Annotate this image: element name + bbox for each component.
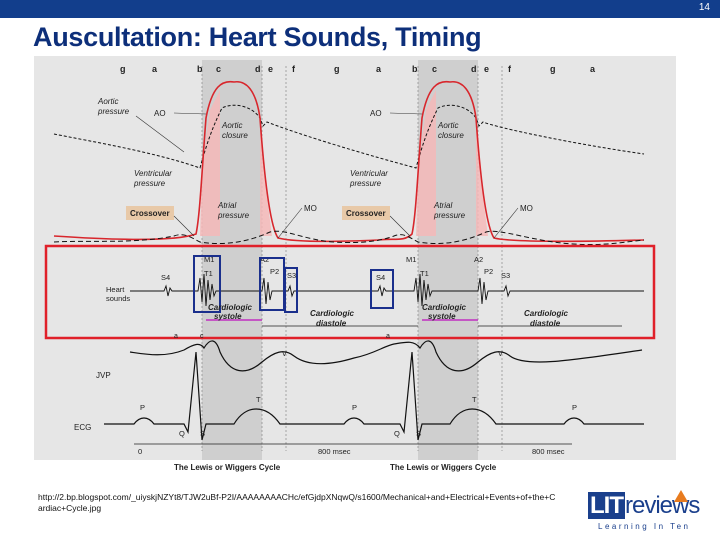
a-wave-label: a: [174, 333, 178, 340]
litreviews-logo: [588, 492, 700, 536]
cardiologic-diastole-label-line-2: diastole: [316, 319, 347, 328]
phase-letter: f: [292, 64, 295, 74]
phase-letter: c: [216, 64, 222, 74]
cardiologic-systole-label-2-line-2: systole: [428, 312, 456, 321]
phase-letter: b: [412, 64, 418, 74]
phase-letter: e: [268, 64, 274, 74]
logo-lit: LIT: [590, 492, 623, 519]
cardiologic-diastole-label-line-1: Cardiologic: [310, 309, 355, 318]
v-wave-label-2: V: [498, 351, 503, 358]
phase-letter: d: [255, 64, 261, 74]
t1-label: T1: [204, 269, 213, 278]
source-caption: http://2.bp.blogspot.com/_uiyskjNZYt8/TJW2uBf-P2I/AAAAAAAACHc/efGjdpXNqwQ/s1600/Mechanical+and+Electrical+Events+of+the+Cardiac+Cycle.jpg: [38, 492, 556, 513]
top-bar: [0, 0, 720, 18]
s-wave-label: S: [200, 429, 206, 438]
p2-label-2: P2: [484, 267, 494, 276]
q-wave-label: Q: [179, 429, 185, 438]
t-wave-label: T: [256, 395, 261, 404]
time-msec-label-2: 800 msec: [532, 447, 565, 456]
aortic-pressure-label-line-1: Aortic: [98, 97, 119, 106]
ventricular-pressure-label-2-line-1: Ventricular: [350, 169, 388, 178]
phase-letter: a: [152, 64, 158, 74]
s3-label-2: S3: [501, 271, 511, 280]
cardiologic-diastole-label-2-line-1: Cardiologic: [524, 309, 569, 318]
q-wave-label-2: Q: [394, 429, 400, 438]
p2-label: P2: [270, 267, 280, 276]
phase-letter: d: [471, 64, 477, 74]
ventricular-pressure-label-line-2: pressure: [134, 179, 166, 188]
aortic-closure-label-line-2: closure: [222, 131, 248, 140]
phase-letter: g: [550, 64, 556, 74]
cycle-name-label: The Lewis or Wiggers Cycle: [174, 463, 281, 472]
cardiologic-systole-label-line-1: Cardiologic: [208, 303, 253, 312]
ao-label: AO: [154, 109, 166, 118]
atrial-pressure-label-line-1: Atrial: [218, 201, 237, 210]
wiggers-diagram: [34, 56, 676, 472]
atrial-pressure-label-line-2: pressure: [218, 211, 250, 220]
page-number: 14: [698, 2, 710, 13]
mo-label-2: MO: [520, 204, 533, 213]
phase-letter: g: [120, 64, 126, 74]
cardiologic-systole-label-2-line-1: Cardiologic: [422, 303, 467, 312]
t-wave-label-2: T: [472, 395, 477, 404]
m1-label-2: M1: [406, 255, 417, 264]
heart-sounds-label-line-1: Heart: [106, 285, 125, 294]
a2-label-2: A2: [474, 255, 484, 264]
aortic-closure-label: [221, 121, 248, 140]
phase-letter: f: [508, 64, 511, 74]
phase-letter: e: [484, 64, 490, 74]
mo-label: MO: [304, 204, 317, 213]
crossover-label: Crossover: [130, 209, 170, 218]
aortic-closure-label-2: [437, 121, 464, 140]
phase-letter: c: [432, 64, 438, 74]
ao-label-2: AO: [370, 109, 382, 118]
diagram-background: [34, 56, 676, 460]
s4-label: S4: [161, 273, 171, 282]
v-wave-label: V: [282, 351, 287, 358]
ventricular-pressure-label-line-1: Ventricular: [134, 169, 172, 178]
time-msec-label: 800 msec: [318, 447, 351, 456]
logo-reviews: reviews: [625, 492, 700, 519]
aortic-closure-label-2-line-2: closure: [438, 131, 464, 140]
jvp-label: JVP: [96, 371, 111, 380]
phase-letter: a: [590, 64, 596, 74]
phase-letter: b: [197, 64, 203, 74]
aortic-closure-label-line-1: Aortic: [222, 121, 243, 130]
phase-letter: g: [334, 64, 340, 74]
slide-title: Auscultation: Heart Sounds, Timing: [33, 22, 482, 52]
phase-letter: a: [376, 64, 382, 74]
s-wave-label-2: S: [416, 429, 422, 438]
s3-label: S3: [287, 271, 297, 280]
time-zero-label: 0: [138, 447, 143, 456]
p-wave-label: P: [140, 403, 146, 412]
s4-label-2: S4: [376, 273, 386, 282]
atrial-pressure-label-2-line-1: Atrial: [434, 201, 453, 210]
atrial-pressure-label-2-line-2: pressure: [434, 211, 466, 220]
cycle-name-label-2: The Lewis or Wiggers Cycle: [390, 463, 497, 472]
t1-label-2: T1: [420, 269, 429, 278]
logo-arrow-icon: [674, 490, 688, 502]
aortic-pressure-label-line-2: pressure: [98, 107, 130, 116]
crossover-label-2: Crossover: [346, 209, 386, 218]
cardiologic-diastole-label-2-line-2: diastole: [530, 319, 561, 328]
aortic-closure-label-2-line-1: Aortic: [438, 121, 459, 130]
c-wave-label: c: [200, 333, 204, 340]
a-wave-label-2: a: [386, 333, 390, 340]
p-wave-label-2: P: [352, 403, 358, 412]
m1-label: M1: [204, 255, 215, 264]
p-wave-label-3: P: [572, 403, 578, 412]
heart-sounds-label-line-2: sounds: [106, 294, 131, 303]
ventricular-pressure-label-2-line-2: pressure: [350, 179, 382, 188]
cardiologic-systole-label-line-2: systole: [214, 312, 242, 321]
ecg-label: ECG: [74, 423, 92, 432]
a2-label: A2: [260, 255, 270, 264]
logo-tagline: Learning In Ten: [598, 522, 691, 531]
